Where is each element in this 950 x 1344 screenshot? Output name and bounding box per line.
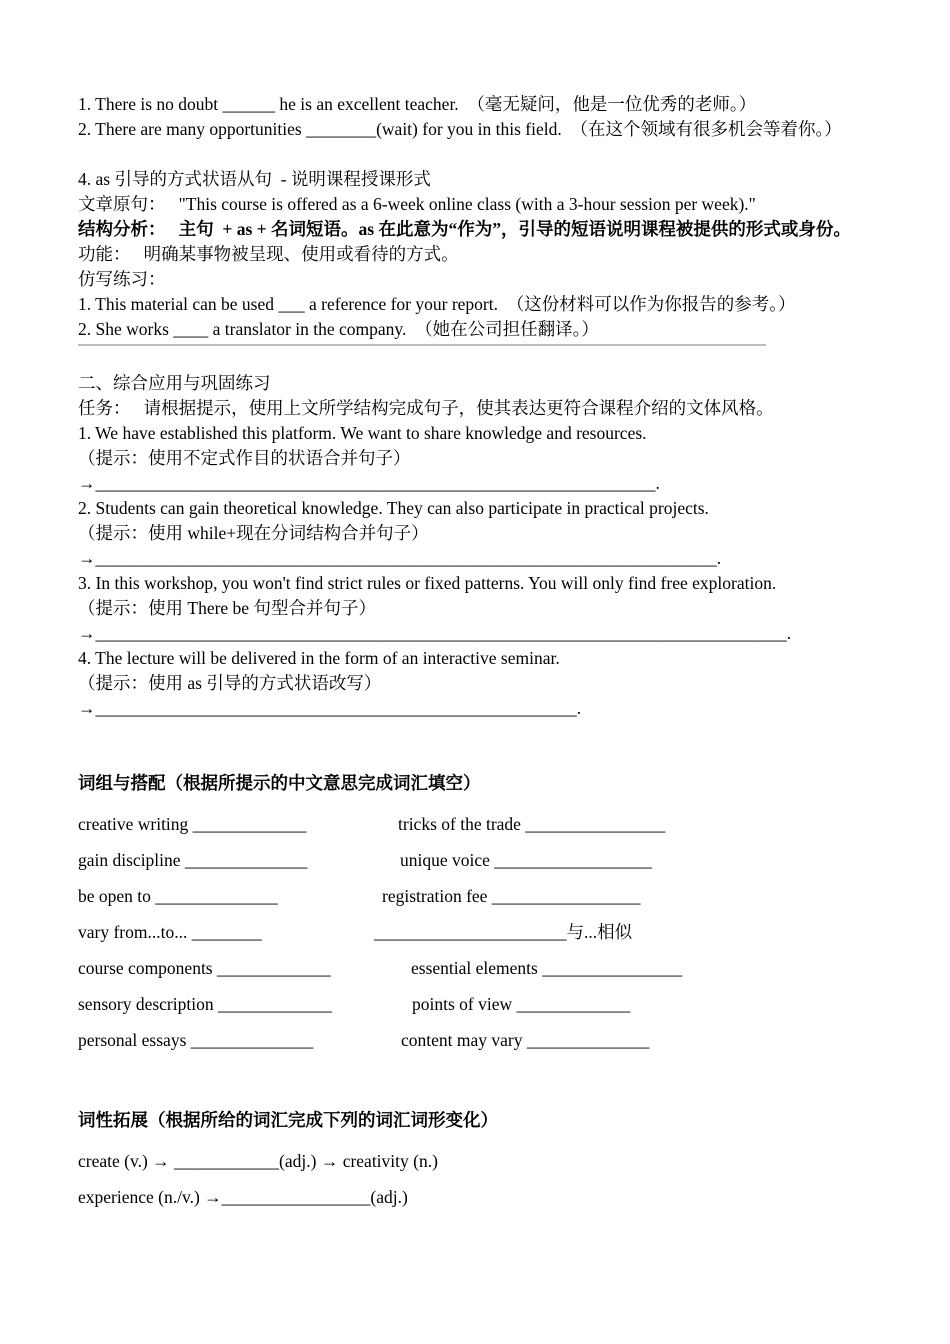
vocab-section-title: 词组与搭配（根据所提示的中文意思完成词汇填空） bbox=[78, 773, 481, 793]
vocab-item-left: be open to ______________ bbox=[78, 886, 278, 906]
section-4-title: 4. as 引导的方式状语从句 - 说明课程授课形式 bbox=[78, 169, 431, 189]
vocab-row bbox=[78, 806, 888, 842]
exercise-hint: （提示：使用 There be 句型合并句子） bbox=[78, 598, 376, 618]
exercise-question: 1. We have established this platform. We want to share knowledge and resources. bbox=[78, 423, 647, 443]
section-2-title: 二、综合应用与巩固练习 bbox=[78, 373, 271, 393]
vocab-item-left: personal essays ______________ bbox=[78, 1030, 314, 1050]
vocab-row bbox=[78, 986, 888, 1022]
vocab-row bbox=[78, 1022, 888, 1058]
derivation-section-title: 词性拓展（根据所给的词汇完成下列的词汇词形变化） bbox=[78, 1110, 498, 1130]
imitation-line-2: 2. She works ____ a translator in the company. （她在公司担任翻译。） bbox=[78, 319, 599, 339]
vocab-list bbox=[78, 806, 888, 1058]
vocab-row bbox=[78, 842, 888, 878]
vocab-row bbox=[78, 950, 888, 986]
vocab-item-right: tricks of the trade ________________ bbox=[398, 814, 666, 834]
exercise-hint: （提示：使用不定式作目的状语合并句子） bbox=[78, 448, 411, 468]
exercise-answer-blank: →_______________________________________________________________________________. bbox=[78, 623, 792, 643]
task-instruction: 任务： 请根据提示，使用上文所学结构完成句子，使其表达更符合课程介绍的文体风格。 bbox=[78, 398, 774, 418]
vocab-item-left: sensory description _____________ bbox=[78, 994, 332, 1014]
vocab-item-left: creative writing _____________ bbox=[78, 814, 307, 834]
vocab-item-right: unique voice __________________ bbox=[400, 850, 652, 870]
exercise-answer-blank: →________________________________________________________________. bbox=[78, 473, 660, 493]
exercise-question: 3. In this workshop, you won't find strict rules or fixed patterns. You will only find free exploration. bbox=[78, 573, 777, 593]
practice-line-2: 2. There are many opportunities ________(wait) for you in this field. （在这个领域有很多机会等着你。） bbox=[78, 119, 842, 139]
exercise-question: 4. The lecture will be delivered in the form of an interactive seminar. bbox=[78, 648, 560, 668]
original-sentence: 文章原句： "This course is offered as a 6-week online class (with a 3-hour session per week)." bbox=[78, 194, 756, 214]
vocab-item-right: ______________________与...相似 bbox=[374, 922, 633, 942]
exercise-answer-blank: →_______________________________________________________________________. bbox=[78, 548, 722, 568]
vocab-item-right: points of view _____________ bbox=[412, 994, 631, 1014]
exercise-answer-blank: →_______________________________________________________. bbox=[78, 698, 582, 718]
vocab-item-right: content may vary ______________ bbox=[401, 1030, 650, 1050]
vocab-row bbox=[78, 914, 888, 950]
structure-analysis: 结构分析： 主句 + as + 名词短语。as 在此意为“作为”，引导的短语说明课程被提供的形式或身份。 bbox=[78, 219, 851, 239]
practice-line-1: 1. There is no doubt ______ he is an excellent teacher. （毫无疑问，他是一位优秀的老师。） bbox=[78, 94, 757, 114]
worksheet-page bbox=[78, 92, 888, 1215]
exercise-hint: （提示：使用 as 引导的方式状语改写） bbox=[78, 673, 382, 693]
function-note: 功能： 明确某事物被呈现、使用或看待的方式。 bbox=[78, 244, 459, 264]
vocab-item-left: vary from...to... ________ bbox=[78, 922, 262, 942]
imitation-line-1: 1. This material can be used ___ a reference for your report. （这份材料可以作为你报告的参考。） bbox=[78, 294, 796, 314]
imitation-label: 仿写练习： bbox=[78, 269, 166, 289]
exercise-question: 2. Students can gain theoretical knowledge. They can also participate in practical projects. bbox=[78, 498, 709, 518]
vocab-item-left: gain discipline ______________ bbox=[78, 850, 308, 870]
derivation-row: create (v.) → ____________(adj.) → creativity (n.) bbox=[78, 1151, 438, 1171]
vocab-item-right: registration fee _________________ bbox=[382, 886, 641, 906]
exercise-hint: （提示：使用 while+现在分词结构合并句子） bbox=[78, 523, 429, 543]
vocab-row bbox=[78, 878, 888, 914]
vocab-item-right: essential elements ________________ bbox=[411, 958, 683, 978]
vocab-item-left: course components _____________ bbox=[78, 958, 331, 978]
derivation-row: experience (n./v.) →_________________(adj.) bbox=[78, 1187, 408, 1207]
